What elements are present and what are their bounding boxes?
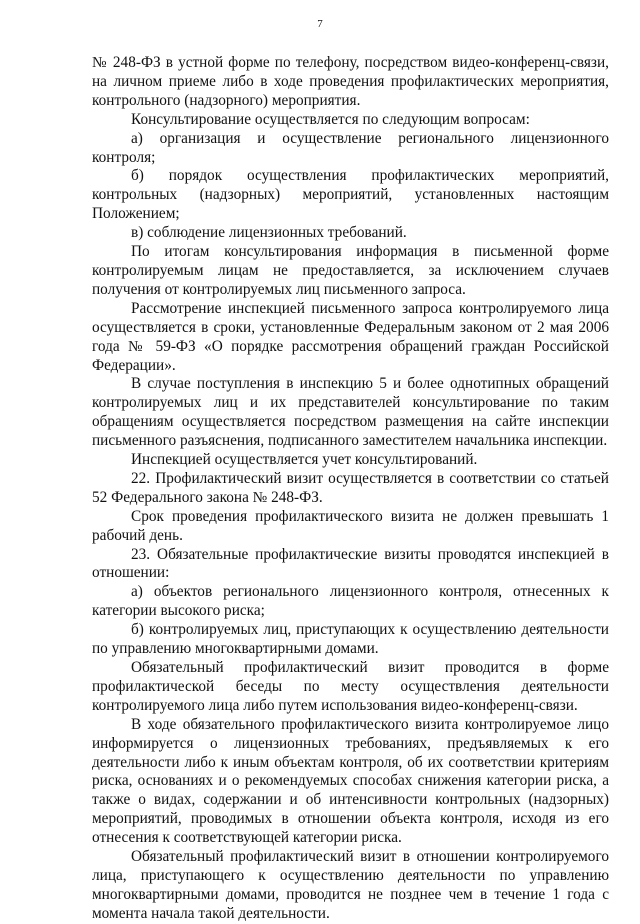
section-22: 22. Профилактический визит осуществляется в соответствии со статьей 52 Федерального закона № 248-ФЗ. [92, 469, 609, 506]
list-item-c: в) соблюдение лицензионных требований. [131, 224, 407, 242]
paragraph-written-request: Рассмотрение инспекцией письменного запроса контролируемого лица осуществляется в сроки, установленные Федеральным законом от 2 мая 2006 года № 59-ФЗ «О порядке рассмотрения обращений граждан Российской Федерации». [92, 299, 609, 374]
paragraph-consulting-record: Инспекцией осуществляется учет консультирований. [131, 451, 478, 469]
paragraph-visit-form: Обязательный профилактический визит проводится в форме профилактической беседы по месту осуществления деятельности контролируемого лица либо путем использования видео-конференц-связи. [92, 659, 609, 714]
paragraph-continuation: № 248-ФЗ в устной форме по телефону, посредством видео-конференц-связи, на личном приеме либо в ходе проведения профилактических мероприятия, контрольного (надзорного) мероприятия. [92, 54, 609, 109]
document-body [92, 54, 609, 924]
list-item-b: б) порядок осуществления профилактических мероприятий, контрольных (надзорных) мероприятий, установленных настоящим Положением; [92, 167, 609, 223]
paragraph-consulting-topics: Консультирование осуществляется по следующим вопросам: [131, 110, 530, 128]
paragraph-visit-deadline: Обязательный профилактический визит в отношении контролируемого лица, приступающего к осуществлению деятельности по управлению многоквартирными домами, проводится не позднее чем в течение 1 года с момента начала такой деятельности. [92, 848, 609, 922]
paragraph-multiple-appeals: В случае поступления в инспекцию 5 и более однотипных обращений контролируемых лиц и их представителей консультирование по таким обращениям осуществляется посредством размещения на сайте инспекции письменного разъяснения, подписанного заместителем начальника инспекции. [92, 375, 609, 450]
paragraph-written-info: По итогам консультирования информация в письменной форме контролируемым лицам не предоставляется, за исключением случаев получения от контролируемых лиц письменного запроса. [92, 243, 609, 298]
paragraph-visit-content: В ходе обязательного профилактического визита контролируемое лицо информируется о лицензионных требованиях, предъявляемых к его деятельности либо к иным объектам контроля, об их соответствии критериям риска, основаниях и о рекомендуемых способах снижения категории риска, а также о видах, содержании и об интенсивности контрольных (надзорных) мероприятий, проводимых в отношении объекта контроля, исходя из его отнесения к соответствующей категории риска. [92, 715, 609, 847]
paragraph-visit-duration: Срок проведения профилактического визита не должен превышать 1 рабочий день. [92, 507, 609, 544]
page-number: 7 [317, 18, 323, 30]
list-item-23b: б) контролируемых лиц, приступающих к осуществлению деятельности по управлению многоквартирными домами. [92, 621, 609, 658]
list-item-23a: а) объектов регионального лицензионного контроля, отнесенных к категории высокого риска; [92, 583, 609, 620]
list-item-a: а) организация и осуществление регионального лицензионного контроля; [92, 129, 609, 166]
section-23: 23. Обязательные профилактические визиты проводятся инспекцией в отношении: [92, 545, 609, 582]
